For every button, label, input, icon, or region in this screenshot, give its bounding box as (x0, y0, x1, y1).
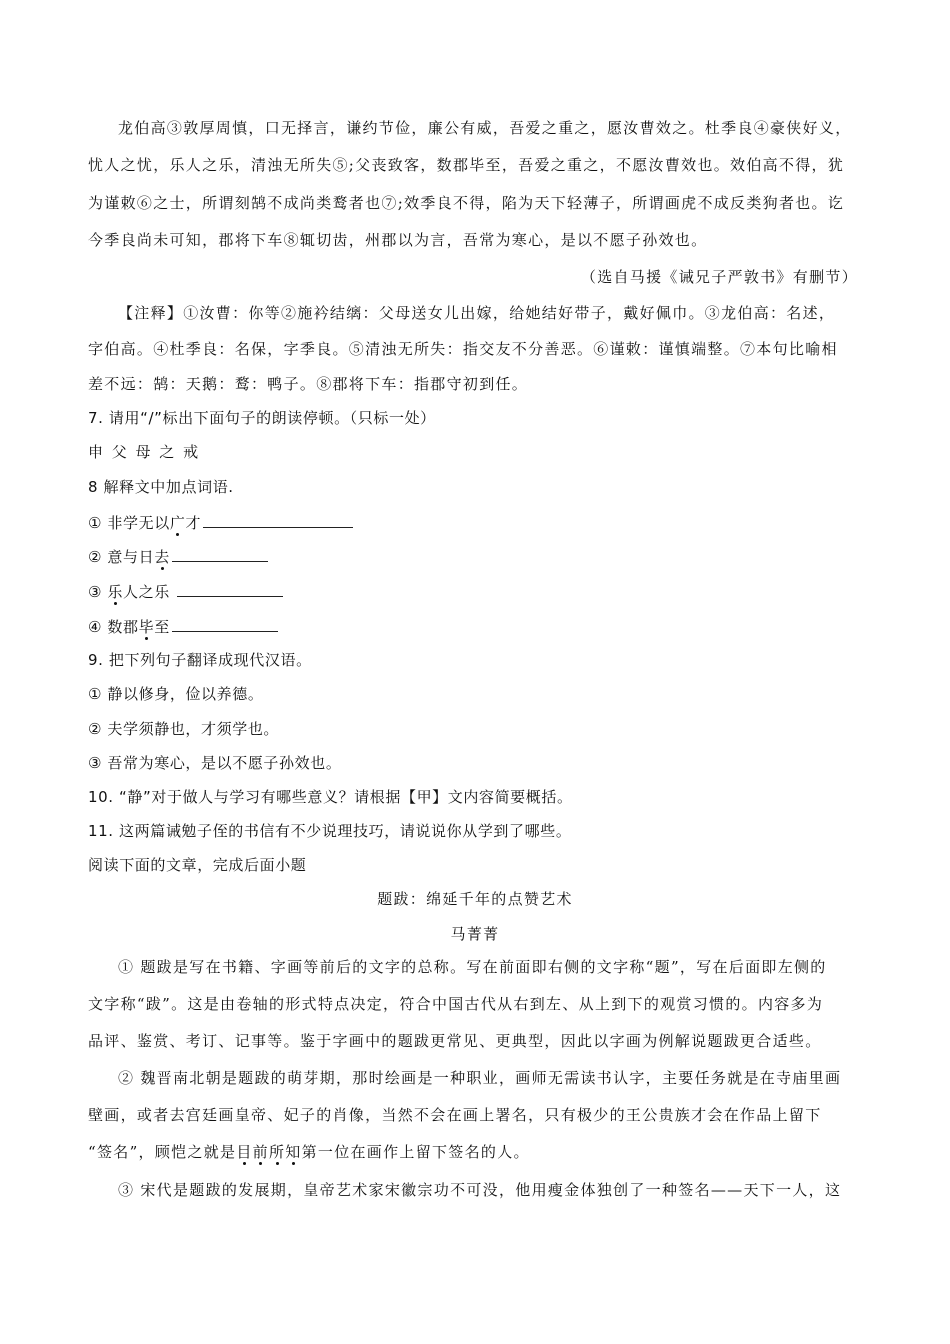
answer-blank[interactable] (177, 580, 283, 597)
reading-instruction: 阅读下面的文章，完成后面小题 (88, 856, 307, 874)
notes-line-2: 字伯高。④杜季良：名保，字季良。⑤清浊无所失：指交友不分善恶。⑥谨敕：谨慎端整。⑦本句比喻相 (88, 340, 838, 358)
passage-b-line-3: 为谨敕⑥之士，所谓刻鹄不成尚类鹜者也⑦;效季良不得，陷为天下轻薄子，所谓画虎不成反类狗者也。讫 (88, 194, 845, 212)
article-author: 马菁菁 (450, 925, 500, 943)
question-9-prompt: 9. 把下列句子翻译成现代汉语。 (88, 651, 312, 669)
question-8-item-3: ③ 乐人之乐 (88, 580, 283, 602)
question-8-item-2: ② 意与日去 (88, 545, 268, 567)
question-10-prompt: 10. “静”对于做人与学习有哪些意义？请根据【甲】文内容简要概括。 (88, 788, 573, 806)
question-9-item-3: ③ 吾常为寒心，是以不愿子孙效也。 (88, 754, 342, 772)
answer-blank[interactable] (172, 615, 278, 632)
article-para-1-line-3: 品评、鉴赏、考订、记事等。鉴于字画中的题跋更常见、更典型，因此以字画为例解说题跋更合适些。 (88, 1032, 822, 1050)
answer-blank[interactable] (203, 511, 353, 528)
passage-b-line-1: 龙伯高③敦厚周慎，口无择言，谦约节俭，廉公有威，吾爱之重之，愿汝曹效之。杜季良④豪侠好义， (118, 119, 852, 137)
article-para-1-line-2: 文字称“跋”。这是由卷轴的形式特点决定，符合中国古代从右到左、从上到下的观赏习惯的。内容多为 (88, 995, 824, 1013)
question-8-item-4: ④ 数郡毕至 (88, 615, 278, 637)
article-para-2-line-3: “签名”，顾恺之就是目前所知第一位在画作上留下签名的人。 (88, 1143, 530, 1161)
question-11-prompt: 11. 这两篇诫勉子侄的书信有不少说理技巧，请说说你从学到了哪些。 (88, 822, 572, 840)
question-7-sentence: 申 父 母 之 戒 (88, 443, 201, 461)
article-para-2-line-1: ② 魏晋南北朝是题跋的萌芽期，那时绘画是一种职业，画师无需读书认字，主要任务就是在寺庙里画 (118, 1069, 842, 1087)
question-8-prompt: 8 解释文中加点词语. (88, 478, 234, 496)
article-para-1-line-1: ① 题跋是写在书籍、字画等前后的文字的总称。写在前面即右侧的文字称“题”，写在后面即左侧的 (118, 958, 827, 976)
notes-line-3: 差不远：鹄：天鹅：鹜：鸭子。⑧郡将下车：指郡守初到任。 (88, 375, 529, 393)
article-para-2-line-2: 壁画，或者去宫廷画皇帝、妃子的肖像，当然不会在画上署名，只有极少的王公贵族才会在作品上留下 (88, 1106, 822, 1124)
answer-blank[interactable] (172, 545, 268, 562)
question-9-item-1: ① 静以修身，俭以养德。 (88, 685, 264, 703)
article-title: 题跋：绵延千年的点赞艺术 (377, 890, 573, 908)
article-para-3-line-1: ③ 宋代是题跋的发展期，皇帝艺术家宋徽宗功不可没，他用瘦金体独创了一种签名——天下一人，这 (118, 1181, 842, 1199)
question-7-prompt: 7. 请用“/”标出下面句子的朗读停顿。（只标一处） (88, 409, 436, 427)
question-9-item-2: ② 夫学须静也，才须学也。 (88, 720, 280, 738)
passage-b-source: （选自马援《诫兄子严敦书》有删节） (580, 268, 858, 286)
passage-b-line-4: 今季良尚未可知，郡将下车⑧辄切齿，州郡以为言，吾常为寒心，是以不愿子孙效也。 (88, 231, 708, 249)
notes-line-1: 【注释】①汝曹：你等②施衿结缡：父母送女儿出嫁，给她结好带子，戴好佩巾。③龙伯高：名述， (118, 304, 836, 322)
question-8-item-1: ① 非学无以广才 (88, 511, 353, 533)
passage-b-line-2: 忧人之忧，乐人之乐，清浊无所失⑤;父丧致客，数郡毕至，吾爱之重之，不愿汝曹效也。效伯高不得，犹 (88, 156, 845, 174)
